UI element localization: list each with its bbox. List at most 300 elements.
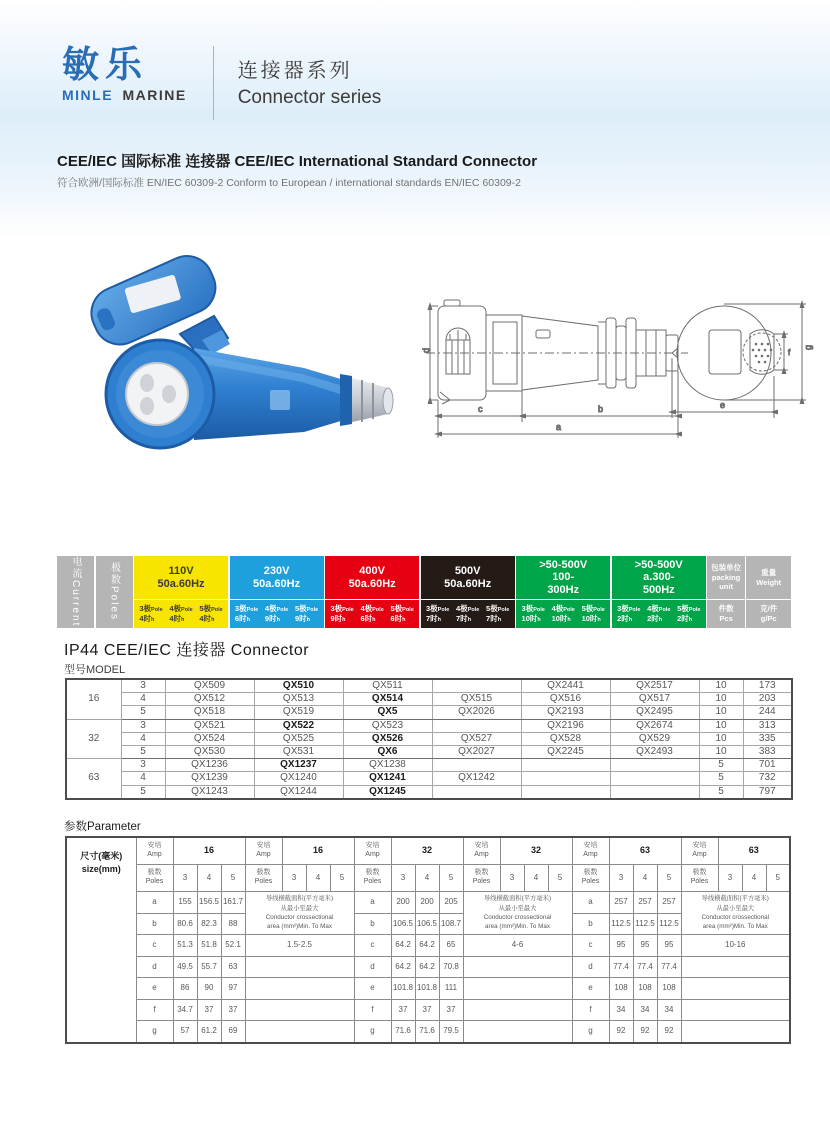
- voltage-title: 500V 50a.60Hz: [421, 556, 515, 600]
- logo-minle: MINLE: [62, 87, 114, 103]
- dim-value-cell: 106.5: [415, 913, 439, 935]
- poles-cell: 3: [121, 719, 165, 732]
- model-row: [66, 772, 792, 785]
- series-title-en: Connector series: [237, 87, 382, 108]
- amp-value-cell: 32: [500, 837, 572, 865]
- model-cell: [432, 719, 521, 732]
- poles-cell: 5: [121, 745, 165, 758]
- model-cell: QX1240: [254, 772, 343, 785]
- amp-label-cell: 安培 Amp: [136, 837, 173, 865]
- voltage-title: 230V 50a.60Hz: [230, 556, 324, 600]
- model-cell: QX1245: [343, 785, 432, 799]
- dim-value-cell: 112.5: [657, 913, 681, 935]
- model-cell: QX524: [165, 732, 254, 745]
- conductor-note-cell: 导线横截面积(平方毫米) 从最小至最大 Conductor crossectional area (mm²)Min. To Max: [463, 892, 572, 935]
- dim-value-cell: 64.2: [415, 956, 439, 978]
- voltage-poles-row: [612, 600, 706, 628]
- pole-count-cell: 4: [742, 865, 766, 892]
- dim-letter-cell: f: [572, 999, 609, 1021]
- poles-label-cell: 极数 Poles: [572, 865, 609, 892]
- model-cell: [610, 772, 699, 785]
- amp-label-cell: 安培 Amp: [354, 837, 391, 865]
- weight-cell: 732: [743, 772, 792, 785]
- pole-hour-cell: 3极Pole 9时h: [330, 603, 354, 623]
- voltage-poles-row: [325, 600, 419, 628]
- poles-cell: 4: [121, 693, 165, 706]
- model-cell: [432, 759, 521, 772]
- product-photo: [52, 242, 397, 467]
- dim-value-cell: 61.2: [197, 1021, 221, 1043]
- model-cell: QX2026: [432, 706, 521, 719]
- pcs-cell: 5: [699, 772, 743, 785]
- voltage-group-1: [230, 556, 324, 628]
- model-cell: QX2196: [521, 719, 610, 732]
- weight-cell: 313: [743, 719, 792, 732]
- empty-cell: [463, 978, 572, 1000]
- empty-cell: [245, 956, 354, 978]
- dim-value-cell: 155: [173, 892, 197, 914]
- dim-value-cell: 161.7: [221, 892, 245, 914]
- poles-label-cell: 极数 Poles: [463, 865, 500, 892]
- pole-hour-cell: 5极Pole 9时h: [294, 603, 319, 623]
- model-cell: [610, 759, 699, 772]
- weight-cell: 383: [743, 745, 792, 758]
- dim-value-cell: 51.8: [197, 935, 221, 957]
- dim-value-cell: 69: [221, 1021, 245, 1043]
- pole-count-cell: 4: [633, 865, 657, 892]
- model-cell: QX509: [165, 679, 254, 693]
- parameter-table-body: [66, 837, 790, 1043]
- dim-value-cell: 112.5: [609, 913, 633, 935]
- model-cell: QX523: [343, 719, 432, 732]
- pole-hour-cell: 4极Pole 2时h: [647, 603, 671, 623]
- model-cell: QX512: [165, 693, 254, 706]
- series-title: [238, 46, 382, 109]
- model-subheading: 型号MODEL: [64, 664, 126, 676]
- size-label-cell: 尺寸(毫米) size(mm): [66, 837, 136, 1043]
- dim-value-cell: 205: [439, 892, 463, 914]
- amp-label-cell: 安培 Amp: [572, 837, 609, 865]
- dim-letter-cell: g: [354, 1021, 391, 1043]
- model-cell: QX1242: [432, 772, 521, 785]
- pole-count-cell: 4: [415, 865, 439, 892]
- model-cell: QX1241: [343, 772, 432, 785]
- pole-count-cell: 5: [221, 865, 245, 892]
- dim-label-g: g: [803, 344, 813, 350]
- model-cell: QX6: [343, 745, 432, 758]
- param-body-row: [66, 935, 790, 957]
- dim-value-cell: 101.8: [391, 978, 415, 1000]
- dim-value-cell: 200: [415, 892, 439, 914]
- pcs-cell: 10: [699, 693, 743, 706]
- model-cell: QX514: [343, 693, 432, 706]
- param-body-row: [66, 978, 790, 1000]
- dim-value-cell: 49.5: [173, 956, 197, 978]
- logo-english: [62, 87, 187, 103]
- dim-value-cell: 37: [415, 999, 439, 1021]
- empty-cell: [245, 999, 354, 1021]
- dim-value-cell: 71.6: [415, 1021, 439, 1043]
- empty-cell: [245, 978, 354, 1000]
- model-cell: QX529: [610, 732, 699, 745]
- pcs-cell: 10: [699, 745, 743, 758]
- model-cell: QX2517: [610, 679, 699, 693]
- pole-hour-cell: 5极Pole 6时h: [390, 603, 414, 623]
- empty-cell: [463, 1021, 572, 1043]
- dim-value-cell: 70.8: [439, 956, 463, 978]
- param-body-row: [66, 956, 790, 978]
- dim-value-cell: 101.8: [415, 978, 439, 1000]
- page-header: [62, 46, 381, 120]
- model-cell: QX530: [165, 745, 254, 758]
- empty-cell: [681, 978, 790, 1000]
- amp-label-cell: 安培 Amp: [681, 837, 718, 865]
- dim-letter-cell: b: [354, 913, 391, 935]
- dim-value-cell: 111: [439, 978, 463, 1000]
- packing-unit-label: 包装单位 packing unit: [707, 556, 745, 600]
- model-cell: QX1236: [165, 759, 254, 772]
- poles-label-cell: 极数 Poles: [136, 865, 173, 892]
- dim-value-cell: 57: [173, 1021, 197, 1043]
- pole-count-cell: 3: [500, 865, 524, 892]
- voltage-group-0: [134, 556, 228, 628]
- dim-value-cell: 34: [609, 999, 633, 1021]
- model-cell: QX2495: [610, 706, 699, 719]
- voltage-group-4: [516, 556, 610, 628]
- dim-value-cell: 108.7: [439, 913, 463, 935]
- pcs-label: 件数 Pcs: [718, 604, 734, 623]
- dim-value-cell: 55.7: [197, 956, 221, 978]
- dim-value-cell: 257: [633, 892, 657, 914]
- amp-value-cell: 63: [609, 837, 681, 865]
- model-cell: QX1239: [165, 772, 254, 785]
- empty-cell: [463, 956, 572, 978]
- current-column-header: 电流Current: [57, 556, 94, 628]
- technical-drawing: [420, 288, 815, 458]
- weight-column-header: [746, 556, 791, 628]
- model-cell: [610, 785, 699, 799]
- pole-count-cell: 3: [391, 865, 415, 892]
- amp-value-cell: 16: [282, 837, 354, 865]
- weight-cell: 203: [743, 693, 792, 706]
- model-row: [66, 693, 792, 706]
- model-row: [66, 759, 792, 772]
- poles-column-header: 极数Poles: [96, 556, 133, 628]
- poles-label-cell: 极数 Poles: [245, 865, 282, 892]
- dim-value-cell: 90: [197, 978, 221, 1000]
- dim-label-c: c: [478, 404, 483, 414]
- weight-cell: 797: [743, 785, 792, 799]
- g-pc-label: 克/件 g/Pc: [760, 604, 778, 623]
- conductor-note-cell: 导线横截面积(平方毫米) 从最小至最大 Conductor crossectional area (mm²)Min. To Max: [245, 892, 354, 935]
- amp-value-cell: 63: [718, 837, 790, 865]
- empty-cell: [681, 999, 790, 1021]
- model-cell: QX522: [254, 719, 343, 732]
- pole-hour-cell: 4极Pole 4时h: [169, 603, 193, 623]
- param-body-row: [66, 1021, 790, 1043]
- conductor-note-cell: 导线横截面积(平方毫米) 从最小至最大 Conductor crossectional area (mm²)Min. To Max: [681, 892, 790, 935]
- dim-value-cell: 106.5: [391, 913, 415, 935]
- dim-label-f: f: [788, 348, 791, 357]
- brand-logo: [62, 46, 187, 103]
- model-cell: QX521: [165, 719, 254, 732]
- pole-count-cell: 4: [306, 865, 330, 892]
- model-cell: QX525: [254, 732, 343, 745]
- voltage-poles-row: [516, 600, 610, 628]
- model-cell: QX513: [254, 693, 343, 706]
- dim-value-cell: 37: [197, 999, 221, 1021]
- model-cell: QX518: [165, 706, 254, 719]
- intro-section: [57, 150, 797, 190]
- model-cell: [521, 772, 610, 785]
- pcs-cell: 10: [699, 732, 743, 745]
- conductor-range-cell: 1.5-2.5: [245, 935, 354, 957]
- dim-value-cell: 71.6: [391, 1021, 415, 1043]
- dim-letter-cell: d: [354, 956, 391, 978]
- empty-cell: [681, 1021, 790, 1043]
- dim-letter-cell: e: [136, 978, 173, 1000]
- dim-value-cell: 257: [609, 892, 633, 914]
- dim-letter-cell: b: [572, 913, 609, 935]
- dim-letter-cell: a: [354, 892, 391, 914]
- param-body-row: [66, 999, 790, 1021]
- poles-label-cell: 极数 Poles: [681, 865, 718, 892]
- dim-value-cell: 108: [633, 978, 657, 1000]
- pole-hour-cell: 3极Pole 6时h: [234, 603, 259, 623]
- conductor-range-cell: 4-6: [463, 935, 572, 957]
- model-row: [66, 706, 792, 719]
- pole-count-cell: 4: [524, 865, 548, 892]
- dim-value-cell: 108: [609, 978, 633, 1000]
- amp-value-cell: 32: [391, 837, 463, 865]
- empty-cell: [681, 956, 790, 978]
- poles-cell: 3: [121, 679, 165, 693]
- model-cell: QX2245: [521, 745, 610, 758]
- dim-label-d: d: [421, 347, 431, 353]
- parameter-table: [65, 836, 791, 1044]
- weight-cell: 244: [743, 706, 792, 719]
- dim-letter-cell: f: [136, 999, 173, 1021]
- header-divider: [213, 46, 214, 120]
- logo-chinese: 敏乐: [62, 44, 148, 85]
- dim-letter-cell: f: [354, 999, 391, 1021]
- dim-value-cell: 64.2: [391, 935, 415, 957]
- model-table-body: [66, 679, 792, 799]
- pole-hour-cell: 3极Pole 2时h: [617, 603, 641, 623]
- pole-hour-cell: 3极Pole 10时h: [521, 603, 545, 623]
- dim-value-cell: 95: [609, 935, 633, 957]
- packing-unit-column-header: [707, 556, 745, 628]
- weight-label: 重量 Weight: [746, 556, 791, 600]
- dim-value-cell: 97: [221, 978, 245, 1000]
- pole-count-cell: 3: [282, 865, 306, 892]
- model-cell: QX5: [343, 706, 432, 719]
- pole-hour-cell: 4极Pole 10时h: [551, 603, 575, 623]
- dim-value-cell: 86: [173, 978, 197, 1000]
- dim-letter-cell: d: [572, 956, 609, 978]
- model-cell: QX528: [521, 732, 610, 745]
- amp-label-cell: 安培 Amp: [245, 837, 282, 865]
- poles-cell: 3: [121, 759, 165, 772]
- model-row: [66, 745, 792, 758]
- model-row: [66, 679, 792, 693]
- dim-label-a: a: [556, 422, 562, 432]
- pcs-cell: 10: [699, 679, 743, 693]
- pole-hour-cell: 5极Pole 4时h: [199, 603, 223, 623]
- dim-value-cell: 200: [391, 892, 415, 914]
- pole-hour-cell: 3极Pole 7时h: [426, 603, 450, 623]
- dim-value-cell: 77.4: [657, 956, 681, 978]
- dim-value-cell: 79.5: [439, 1021, 463, 1043]
- pole-count-cell: 5: [330, 865, 354, 892]
- dim-value-cell: 34: [633, 999, 657, 1021]
- dim-letter-cell: e: [572, 978, 609, 1000]
- model-cell: QX511: [343, 679, 432, 693]
- dim-value-cell: 95: [657, 935, 681, 957]
- pole-count-cell: 3: [718, 865, 742, 892]
- model-cell: QX1243: [165, 785, 254, 799]
- dim-value-cell: 88: [221, 913, 245, 935]
- dim-label-b: b: [598, 404, 604, 414]
- dim-value-cell: 51.3: [173, 935, 197, 957]
- dim-letter-cell: c: [572, 935, 609, 957]
- dim-value-cell: 257: [657, 892, 681, 914]
- dim-letter-cell: c: [136, 935, 173, 957]
- weight-cell: 173: [743, 679, 792, 693]
- pole-count-cell: 5: [439, 865, 463, 892]
- dim-letter-cell: e: [354, 978, 391, 1000]
- dim-value-cell: 77.4: [633, 956, 657, 978]
- model-cell: QX527: [432, 732, 521, 745]
- pcs-cell: 5: [699, 785, 743, 799]
- dim-value-cell: 37: [391, 999, 415, 1021]
- model-cell: QX531: [254, 745, 343, 758]
- model-cell: QX2441: [521, 679, 610, 693]
- dim-value-cell: 64.2: [391, 956, 415, 978]
- parameter-section-heading: 参数Parameter: [64, 821, 141, 833]
- pcs-cell: 10: [699, 706, 743, 719]
- dim-value-cell: 92: [609, 1021, 633, 1043]
- dim-value-cell: 64.2: [415, 935, 439, 957]
- model-row: [66, 719, 792, 732]
- dim-letter-cell: g: [572, 1021, 609, 1043]
- weight-cell: 701: [743, 759, 792, 772]
- voltage-title: >50-500V 100- 300Hz: [516, 556, 610, 600]
- pole-hour-cell: 4极Pole 7时h: [456, 603, 480, 623]
- voltage-title: >50-500V a.300- 500Hz: [612, 556, 706, 600]
- dim-value-cell: 156.5: [197, 892, 221, 914]
- connector-photo-illustration: [52, 242, 397, 462]
- series-title-cn: 连接器系列: [237, 60, 353, 82]
- amp-value-cell: 16: [173, 837, 245, 865]
- voltage-poles-row: [134, 600, 228, 628]
- dim-value-cell: 34: [657, 999, 681, 1021]
- model-cell: QX1238: [343, 759, 432, 772]
- intro-title: CEE/IEC 国际标准 连接器 CEE/IEC International Standard Connector: [57, 153, 538, 170]
- voltage-poles-row: [421, 600, 515, 628]
- intro-subtitle: 符合欧洲/国际标准 EN/IEC 60309-2 Conform to European / international standards EN/IEC 60309-2: [57, 177, 521, 189]
- model-section-heading: IP44 CEE/IEC 连接器 Connector: [64, 642, 310, 659]
- dim-value-cell: 95: [633, 935, 657, 957]
- poles-cell: 4: [121, 732, 165, 745]
- poles-cell: 5: [121, 785, 165, 799]
- poles-label-cell: 极数 Poles: [354, 865, 391, 892]
- dim-letter-cell: d: [136, 956, 173, 978]
- conductor-range-cell: 10-16: [681, 935, 790, 957]
- dim-letter-cell: g: [136, 1021, 173, 1043]
- pole-hour-cell: 4极Pole 9时h: [264, 603, 289, 623]
- pole-count-cell: 3: [609, 865, 633, 892]
- param-body-row: [66, 892, 790, 914]
- param-header-row: [66, 837, 790, 865]
- dim-value-cell: 37: [221, 999, 245, 1021]
- logo-marine: MARINE: [122, 87, 187, 103]
- model-cell: [432, 679, 521, 693]
- pcs-cell: 5: [699, 759, 743, 772]
- voltage-title: 400V 50a.60Hz: [325, 556, 419, 600]
- dim-value-cell: 65: [439, 935, 463, 957]
- pole-count-cell: 5: [548, 865, 572, 892]
- pole-hour-cell: 4极Pole 6时h: [360, 603, 384, 623]
- model-row: [66, 785, 792, 799]
- dim-value-cell: 52.1: [221, 935, 245, 957]
- param-subheader-row: [66, 865, 790, 892]
- model-cell: [432, 785, 521, 799]
- dim-value-cell: 77.4: [609, 956, 633, 978]
- pcs-cell: 10: [699, 719, 743, 732]
- model-cell: QX2193: [521, 706, 610, 719]
- poles-cell: 4: [121, 772, 165, 785]
- model-row: [66, 732, 792, 745]
- empty-cell: [463, 999, 572, 1021]
- voltage-group-2: [325, 556, 419, 628]
- voltage-group-5: [612, 556, 706, 628]
- pole-count-cell: 5: [766, 865, 790, 892]
- model-table: [65, 678, 793, 800]
- current-cell: 32: [66, 719, 121, 759]
- model-cell: QX526: [343, 732, 432, 745]
- pole-hour-cell: 5极Pole 10时h: [581, 603, 605, 623]
- current-cell: 16: [66, 679, 121, 719]
- model-cell: QX2674: [610, 719, 699, 732]
- dim-value-cell: 63: [221, 956, 245, 978]
- pole-count-cell: 3: [173, 865, 197, 892]
- voltage-poles-row: [230, 600, 324, 628]
- dim-letter-cell: a: [136, 892, 173, 914]
- model-cell: QX515: [432, 693, 521, 706]
- dim-value-cell: 80.6: [173, 913, 197, 935]
- model-cell: QX1237: [254, 759, 343, 772]
- weight-cell: 335: [743, 732, 792, 745]
- dim-letter-cell: c: [354, 935, 391, 957]
- dim-value-cell: 108: [657, 978, 681, 1000]
- dim-letter-cell: a: [572, 892, 609, 914]
- amp-label-cell: 安培 Amp: [463, 837, 500, 865]
- model-cell: QX519: [254, 706, 343, 719]
- pole-hour-cell: 3极Pole 4时h: [139, 603, 163, 623]
- model-cell: [521, 785, 610, 799]
- model-cell: QX1244: [254, 785, 343, 799]
- model-cell: QX510: [254, 679, 343, 693]
- dim-value-cell: 82.3: [197, 913, 221, 935]
- dim-value-cell: 34.7: [173, 999, 197, 1021]
- pole-count-cell: 4: [197, 865, 221, 892]
- dim-letter-cell: b: [136, 913, 173, 935]
- model-cell: [521, 759, 610, 772]
- dim-value-cell: 92: [657, 1021, 681, 1043]
- model-cell: QX2493: [610, 745, 699, 758]
- model-cell: QX517: [610, 693, 699, 706]
